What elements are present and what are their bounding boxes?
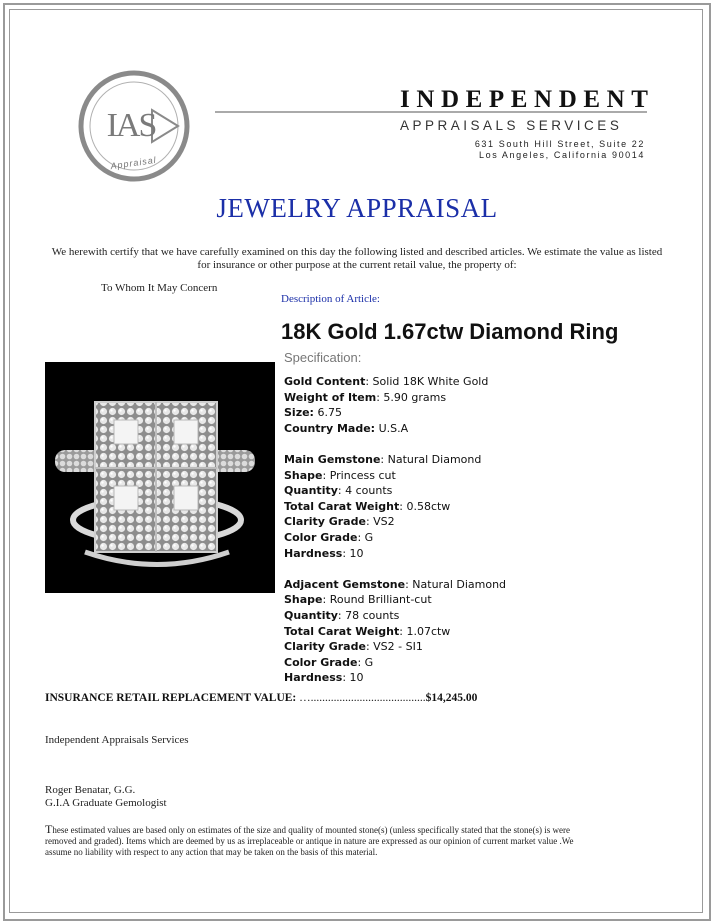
- brand-name: INDEPENDENT: [400, 86, 655, 113]
- insurance-value-line: [45, 692, 477, 704]
- spec-main-hardness: Hardness: 10: [284, 546, 364, 560]
- insurance-dots: …........................................: [299, 692, 426, 704]
- signer-title: G.I.A Graduate Gemologist: [45, 797, 167, 809]
- signer-name: Roger Benatar, G.G.: [45, 784, 136, 796]
- document-title: JEWELRY APPRAISAL: [216, 193, 498, 223]
- spec-adjacent-color: Color Grade: G: [284, 655, 374, 669]
- disclaimer-initial: T: [45, 822, 53, 836]
- logo-caption: Appraisal: [109, 154, 158, 172]
- spec-size: Size: 6.75: [284, 406, 342, 420]
- spec-adjacent-gemstone: Adjacent Gemstone: Natural Diamond: [284, 577, 507, 591]
- logo-arrow-icon: [152, 110, 178, 142]
- specification-label: Specification:: [284, 350, 362, 365]
- certification-text: We herewith certify that we have carefully examined on this day the following listed and described articles. We estimate the value as listed for insurance or other purpose at the current retail value, the property of:: [51, 246, 663, 271]
- company-name: Independent Appraisals Services: [45, 734, 189, 746]
- spec-country: Country Made: U.S.A: [284, 421, 409, 435]
- logo-letters: IAS: [106, 107, 156, 144]
- item-title: 18K Gold 1.67ctw Diamond Ring: [281, 319, 619, 344]
- spec-main-quantity: Quantity: 4 counts: [284, 484, 393, 498]
- spec-weight: Weight of Item: 5.90 grams: [284, 390, 447, 404]
- spec-adjacent-hardness: Hardness: 10: [284, 671, 364, 685]
- spec-main-clarity: Clarity Grade: VS2: [284, 515, 395, 529]
- insurance-label: INSURANCE RETAIL REPLACEMENT VALUE:: [45, 692, 297, 704]
- brand-subtitle: APPRAISALS SERVICES: [400, 118, 623, 133]
- insurance-amount: $14,245.00: [425, 692, 478, 704]
- recipient: To Whom It May Concern: [101, 282, 218, 294]
- specifications: [284, 374, 506, 686]
- spec-main-shape: Shape: Princess cut: [284, 468, 396, 482]
- ring-photo: [45, 362, 275, 593]
- spec-main-color: Color Grade: G: [284, 530, 374, 544]
- spec-adjacent-shape: Shape: Round Brilliant-cut: [284, 593, 432, 607]
- spec-adjacent-carat: Total Carat Weight: 1.07ctw: [284, 624, 451, 638]
- ring-illustration: [45, 362, 275, 593]
- spec-gold-content: Gold Content: Solid 18K White Gold: [284, 375, 489, 388]
- signature-block: [45, 784, 167, 810]
- spec-main-gemstone: Main Gemstone: Natural Diamond: [284, 452, 482, 466]
- spec-adjacent-clarity: Clarity Grade: VS2 - SI1: [284, 640, 423, 654]
- spec-main-carat: Total Carat Weight: 0.58ctw: [284, 499, 451, 513]
- address-line-2: Los Angeles, California 90014: [479, 150, 645, 160]
- address-line-1: 631 South Hill Street, Suite 22: [474, 139, 645, 149]
- disclaimer-text: hese estimated values are based only on estimates of the size and quality of mounted stone(s) (unless specifically stated that the stone(s) is were removed and graded). Items which are deemed by us as irreplaceable or antique in nature are expressed as our opinion of current market value .We assume no liability with respect to any action that may be taken on the basis of this material.: [45, 825, 574, 857]
- description-label: Description of Article:: [281, 293, 380, 305]
- ias-logo: [78, 70, 190, 182]
- header-divider: [215, 111, 647, 113]
- spec-adjacent-quantity: Quantity: 78 counts: [284, 608, 400, 622]
- disclaimer: [45, 824, 585, 858]
